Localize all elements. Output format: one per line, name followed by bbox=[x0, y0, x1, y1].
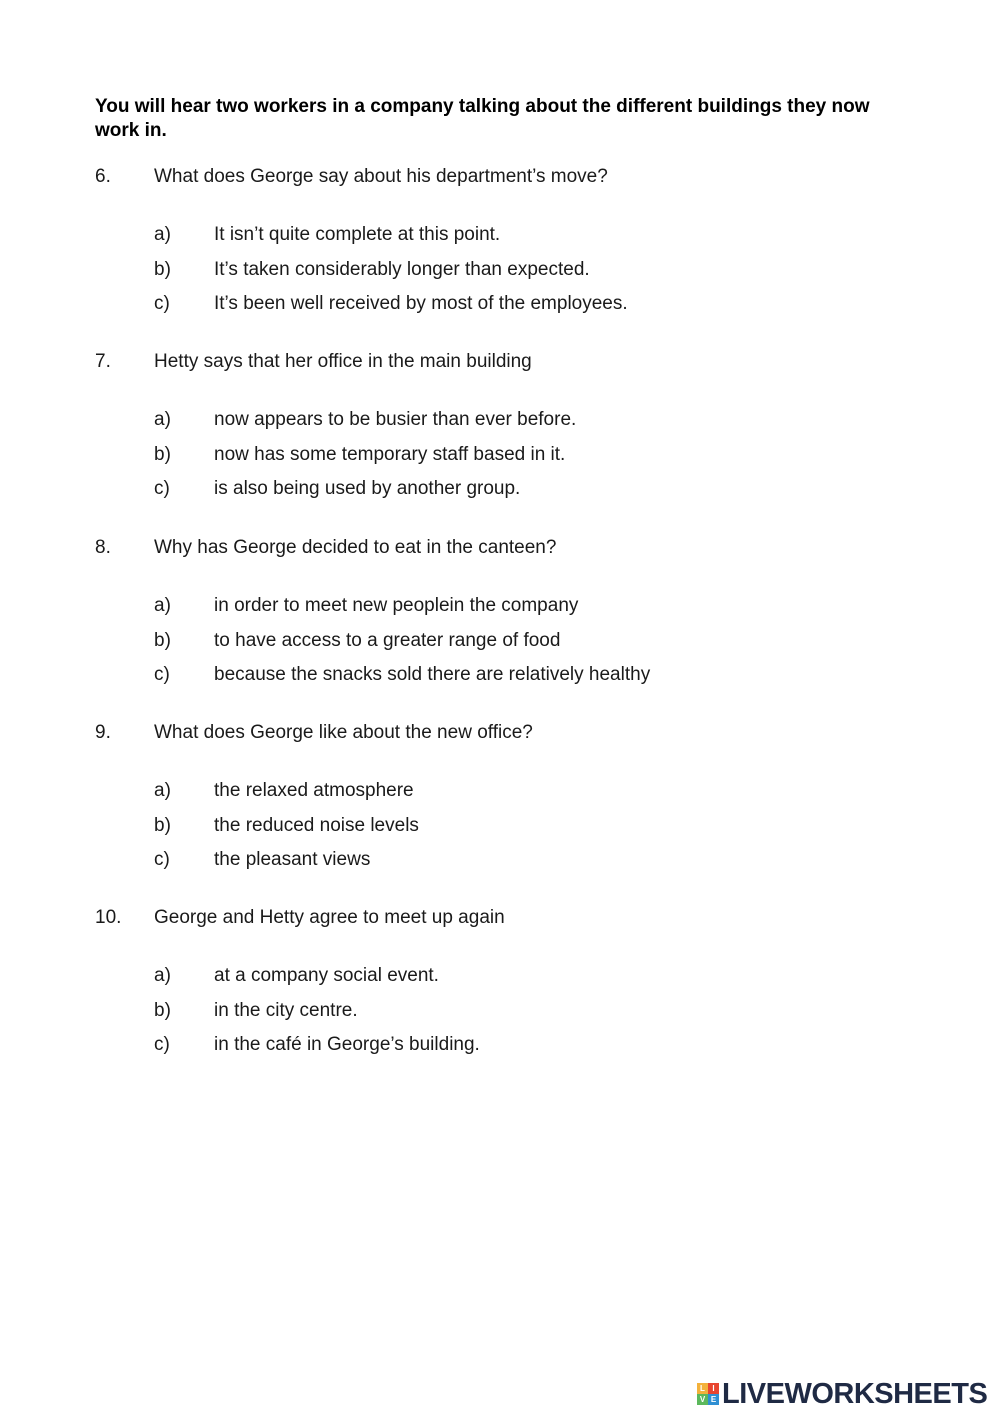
option-text: the pleasant views bbox=[214, 849, 371, 871]
question-line bbox=[95, 536, 915, 560]
option-letter: b) bbox=[154, 443, 171, 465]
question-text: Why has George decided to eat in the canteen? bbox=[154, 537, 557, 558]
question-8 bbox=[95, 536, 915, 698]
option-letter: c) bbox=[154, 664, 170, 686]
instructions-heading: You will hear two workers in a company talking about the different buildings they now work in. bbox=[95, 96, 870, 141]
option-text: It’s been well received by most of the employees. bbox=[214, 293, 628, 315]
answer-option-a[interactable] bbox=[95, 779, 915, 814]
option-text: in the city centre. bbox=[214, 999, 358, 1021]
option-text: is also being used by another group. bbox=[214, 478, 521, 500]
answer-option-b[interactable] bbox=[95, 814, 915, 849]
answer-option-c[interactable] bbox=[95, 477, 915, 512]
question-number: 9. bbox=[95, 722, 111, 743]
answer-option-b[interactable] bbox=[95, 629, 915, 664]
option-text: now appears to be busier than ever before. bbox=[214, 409, 577, 430]
logo-tile-e: E bbox=[708, 1394, 719, 1405]
answer-option-b[interactable] bbox=[95, 443, 915, 478]
option-letter: c) bbox=[154, 293, 170, 315]
question-9 bbox=[95, 721, 915, 883]
question-line bbox=[95, 165, 915, 189]
answer-option-a[interactable] bbox=[95, 594, 915, 629]
option-letter: c) bbox=[154, 1034, 170, 1056]
logo-wordmark: LIVEWORKSHEETS bbox=[722, 1378, 988, 1410]
option-letter: a) bbox=[154, 224, 171, 245]
answer-option-c[interactable] bbox=[95, 1033, 915, 1068]
option-text: to have access to a greater range of food bbox=[214, 629, 561, 651]
option-text: in the café in George’s building. bbox=[214, 1034, 480, 1056]
answer-options bbox=[95, 964, 915, 1068]
answer-option-c[interactable] bbox=[95, 663, 915, 698]
option-letter: a) bbox=[154, 780, 171, 801]
question-text: What does George like about the new office? bbox=[154, 722, 533, 743]
option-letter: a) bbox=[154, 965, 171, 986]
question-line bbox=[95, 350, 915, 374]
logo-tile-l: L bbox=[697, 1383, 708, 1394]
logo-tile-i: I bbox=[708, 1383, 719, 1394]
logo-tile-v: V bbox=[697, 1394, 708, 1405]
question-number: 8. bbox=[95, 537, 111, 558]
option-text: It isn’t quite complete at this point. bbox=[214, 224, 501, 245]
option-text: It’s taken considerably longer than expected. bbox=[214, 258, 590, 280]
answer-option-b[interactable] bbox=[95, 999, 915, 1034]
option-text: because the snacks sold there are relatively healthy bbox=[214, 664, 651, 686]
question-number: 6. bbox=[95, 166, 111, 187]
option-text: at a company social event. bbox=[214, 965, 439, 986]
question-text: What does George say about his department’s move? bbox=[154, 166, 608, 187]
question-number: 7. bbox=[95, 351, 111, 372]
option-letter: b) bbox=[154, 629, 171, 651]
answer-options bbox=[95, 223, 915, 327]
liveworksheets-logo-icon bbox=[697, 1383, 719, 1405]
answer-option-a[interactable] bbox=[95, 408, 915, 443]
question-text: George and Hetty agree to meet up again bbox=[154, 907, 505, 928]
option-letter: c) bbox=[154, 478, 170, 500]
question-10 bbox=[95, 906, 915, 1068]
option-text: in order to meet new peoplein the company bbox=[214, 595, 579, 616]
option-letter: b) bbox=[154, 999, 171, 1021]
option-letter: b) bbox=[154, 258, 171, 280]
answer-options bbox=[95, 594, 915, 698]
answer-option-a[interactable] bbox=[95, 223, 915, 258]
option-letter: a) bbox=[154, 595, 171, 616]
answer-option-b[interactable] bbox=[95, 258, 915, 293]
option-letter: b) bbox=[154, 814, 171, 836]
option-text: now has some temporary staff based in it. bbox=[214, 443, 566, 465]
answer-options bbox=[95, 779, 915, 883]
liveworksheets-logo[interactable] bbox=[697, 1378, 987, 1410]
option-letter: a) bbox=[154, 409, 171, 430]
answer-options bbox=[95, 408, 915, 512]
option-text: the reduced noise levels bbox=[214, 814, 419, 836]
question-line bbox=[95, 721, 915, 745]
question-7 bbox=[95, 350, 915, 512]
answer-option-c[interactable] bbox=[95, 848, 915, 883]
option-letter: c) bbox=[154, 849, 170, 871]
question-text: Hetty says that her office in the main building bbox=[154, 351, 532, 372]
question-6 bbox=[95, 165, 915, 327]
option-text: the relaxed atmosphere bbox=[214, 780, 414, 801]
answer-option-c[interactable] bbox=[95, 292, 915, 327]
answer-option-a[interactable] bbox=[95, 964, 915, 999]
question-number: 10. bbox=[95, 907, 122, 928]
question-line bbox=[95, 906, 915, 930]
